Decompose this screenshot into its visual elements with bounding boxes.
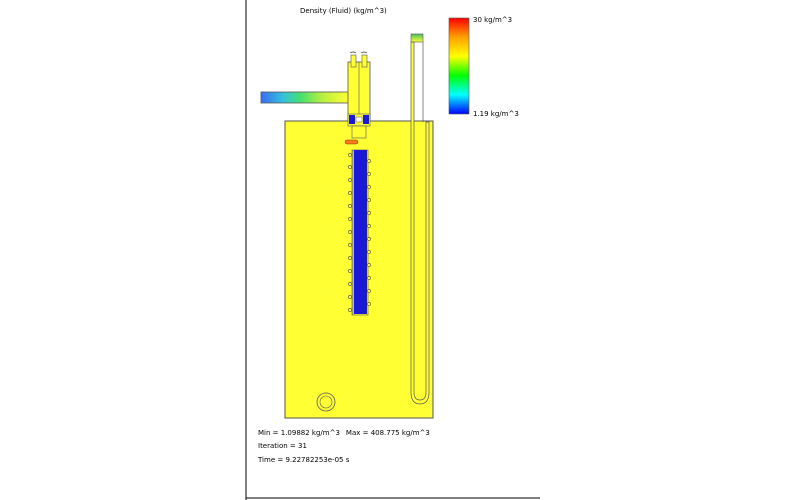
valve-low-density-left: [349, 115, 355, 124]
low-density-column: [354, 150, 367, 314]
stats-max: Max = 408.775 kg/m^3: [345, 429, 430, 437]
legend-min-label: 1.19 kg/m^3: [473, 110, 519, 118]
stats-iteration: Iteration = 31: [258, 442, 307, 450]
stats-time: Time = 9.22782253e-05 s: [258, 456, 350, 464]
plot-title: Density (Fluid) (kg/m^3): [300, 7, 387, 15]
stats-min-max: [258, 429, 430, 437]
stats-min: Min = 1.09882 kg/m^3: [258, 429, 340, 437]
color-legend-bar: [449, 18, 469, 114]
drain-port: [317, 393, 335, 411]
hot-spot: [345, 140, 358, 144]
central-column: [352, 150, 368, 315]
inlet-pipe: [261, 92, 349, 103]
valve-low-density-right: [363, 115, 369, 124]
legend-max-label: 30 kg/m^3: [473, 16, 513, 24]
